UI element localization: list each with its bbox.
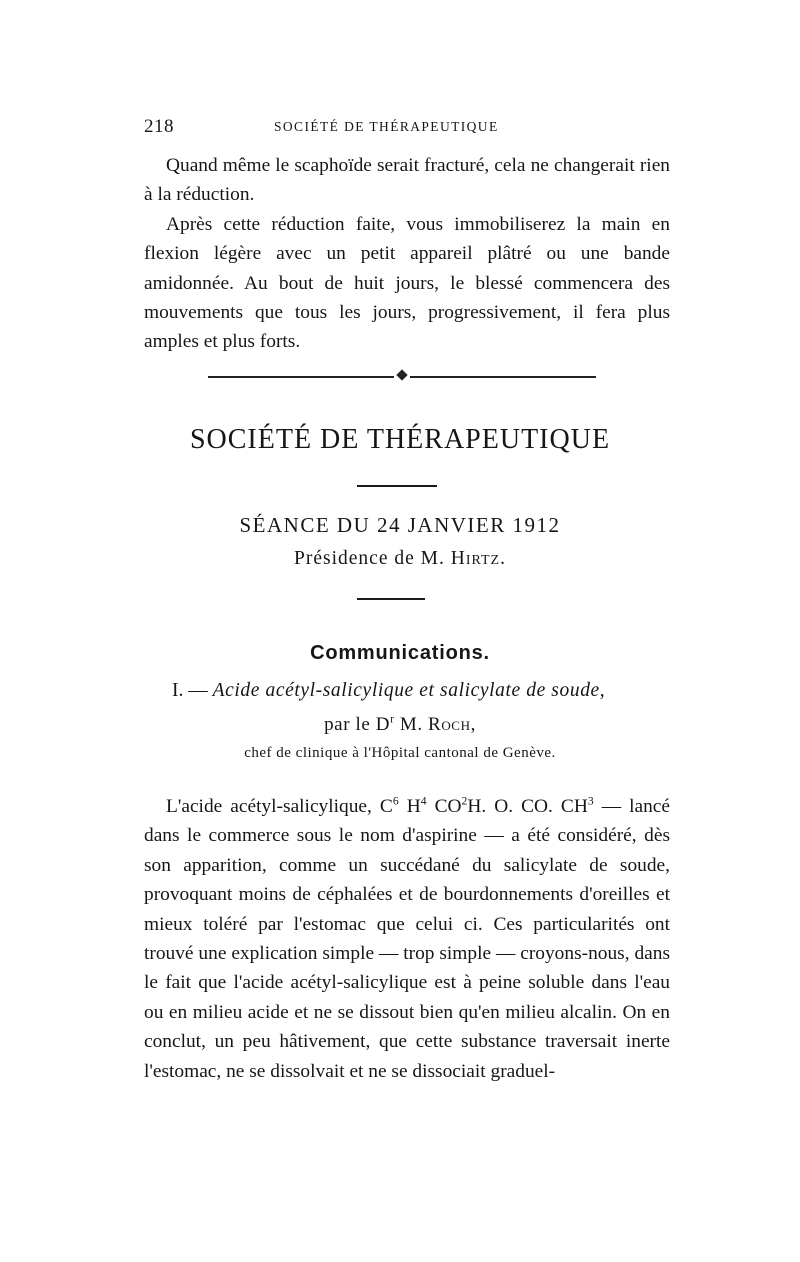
body-tail: — lancé dans le commerce sous le nom d'aspirine — a été considéré, dès son apparition, comme un succédané du salicylate de soude, provoquant moins de céphalées et de bourdonnements d'oreilles et mieux toléré par l'estomac que celui ci. Ces particularités ont trouvé une explication simple — trop simple — croyons-nous, dans le fait que l'acide acétyl-salicylique est à peine soluble dans l'eau ou en milieu acide et ne se dissout bien qu'en milieu alcalin. On en conclut, un peu hâtivement, que cette substance traversait inerte l'estomac, ne se dissolvait et ne se dissociait graduel-: [144, 796, 671, 1082]
title-rule: [357, 485, 437, 487]
intro-text: [144, 151, 670, 357]
page-number: 218: [144, 116, 174, 137]
formula-ch3-sub: 3: [587, 794, 594, 808]
formula-h-sub: 4: [420, 794, 427, 808]
presidence-line: [0, 548, 800, 570]
article-body: [144, 792, 670, 1086]
seance-rule: [357, 598, 425, 600]
ornament-line-left: [208, 376, 394, 378]
body-lead: L'acide acétyl-salicylique, C: [166, 796, 393, 817]
ornament-line-right: [410, 376, 596, 378]
author-affiliation: chef de clinique à l'Hôpital cantonal de Genève.: [244, 745, 556, 761]
running-title: SOCIÉTÉ DE THÉRAPEUTIQUE: [274, 119, 499, 134]
body-paragraph: L'acide acétyl-salicylique, $C^6$ $H^4$ $CO^2H$. O. CO. $CH^3$ — lancé dans le commerce sous le nom d'aspirine — a été considéré, dès son apparition, comme un succédané du salicylate de soude, provoquant moins de céphalées et de bourdonnements d'oreilles et mieux toléré par l'estomac que celui ci. Ces particularités ont trouvé une explication simple — trop simple — croyons-nous, dans le fait que l'acide acétyl-salicylique est à peine soluble dans l'eau ou en milieu acide et ne se dissout bien qu'en milieu alcalin. On en conclut, un peu hâtivement, que cette substance traversait inerte l'estomac, ne se dissolvait et ne se dissociait graduel-: [144, 794, 671, 1082]
article-title: Acide acétyl-salicylique et salicylate de soude,: [212, 680, 606, 701]
byline-prefix: par le D: [324, 714, 391, 735]
byline-name-pre: M.: [399, 714, 423, 735]
article-number: I. —: [172, 680, 208, 701]
byline-sup: r: [390, 713, 395, 726]
author-name: Roch,: [428, 714, 476, 735]
ornament-diamond-icon: [396, 369, 407, 380]
article-byline: [0, 714, 800, 736]
ornament-divider: [208, 370, 598, 384]
running-head: [144, 116, 670, 140]
formula-co2-sub: 2: [461, 794, 468, 808]
communications-heading: Communications.: [310, 642, 490, 664]
section-title: SOCIÉTÉ DE THÉRAPEUTIQUE: [189, 424, 611, 455]
intro-paragraph: Après cette réduction faite, vous immobiliserez la main en flexion légère avec un petit appareil plâtré ou une bande amidonnée. Au bout de huit jours, le blessé commencera des mouvements que tous les jours, progressivement, il fera plus amples et plus forts.: [144, 213, 670, 353]
seance-date: SÉANCE DU 24 JANVIER 1912: [239, 513, 561, 537]
formula-co2: CO: [434, 796, 462, 817]
president-name: Hirtz.: [450, 548, 506, 569]
formula-c-sub: 6: [392, 794, 399, 808]
intro-paragraph: Quand même le scaphoïde serait fracturé, cela ne changerait rien à la réduction.: [144, 155, 670, 206]
formula-rest: H. O. CO. CH: [467, 796, 588, 817]
presidence-prefix: Présidence de M.: [294, 548, 445, 569]
article-title-line: [172, 680, 692, 702]
